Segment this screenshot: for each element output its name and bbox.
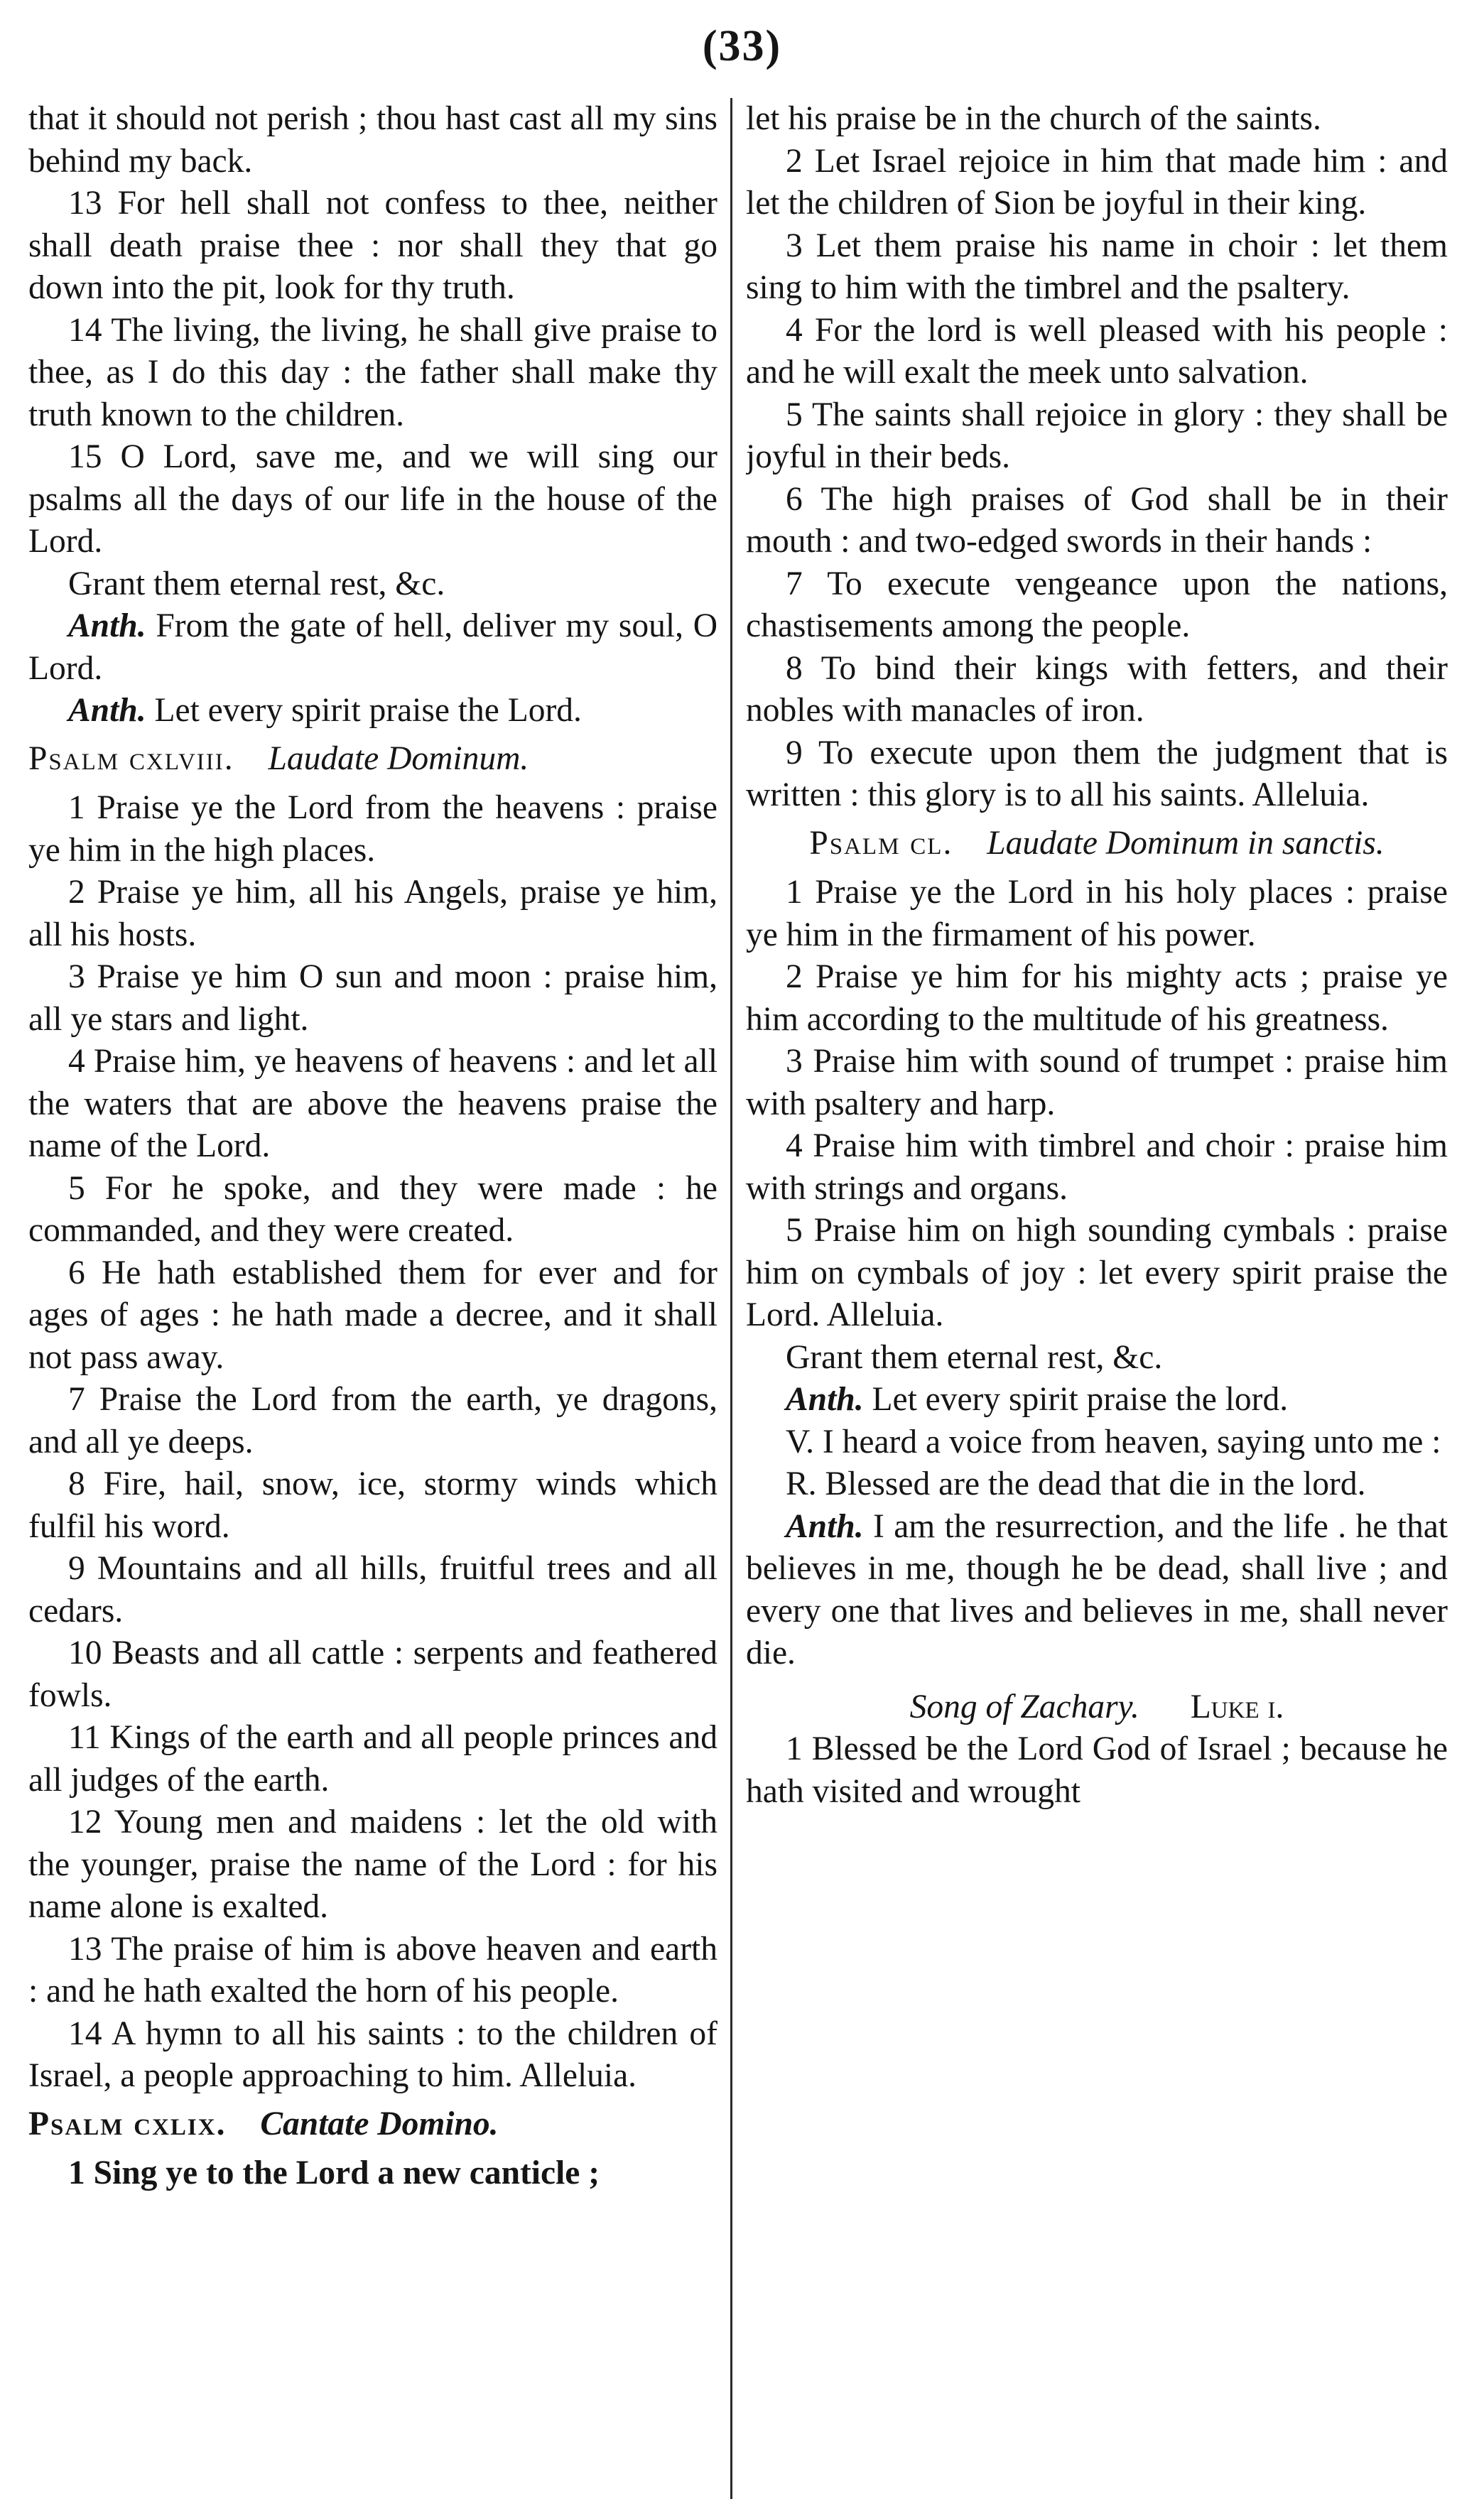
verse: [28, 436, 717, 563]
psalm-142-continuation: [28, 98, 717, 563]
verse-number: 9: [68, 1550, 85, 1587]
psalm-148-verses: [28, 787, 717, 2098]
verse-number: 5: [68, 1169, 85, 1207]
verse-text: Praise ye him for his mighty acts ; praise ye him according to the multitude of his greatness.: [746, 958, 1448, 1038]
verse: [746, 732, 1448, 817]
verse-number: 6: [786, 480, 803, 518]
verse-number: 3: [786, 227, 803, 264]
verse-number: 14: [68, 2015, 102, 2052]
psalm-number: Psalm cl.: [809, 824, 953, 862]
verse: [746, 310, 1448, 394]
antiphon-label: Anth.: [786, 1381, 864, 1418]
antiphon: [746, 1379, 1448, 1421]
verse: [28, 872, 717, 956]
verse: [746, 1728, 1448, 1813]
verse-number: 1: [68, 789, 85, 826]
antiphon-text: Let every spirit praise the Lord.: [154, 692, 582, 729]
verse-number: 15: [68, 438, 102, 475]
antiphon-text: I am the resurrection, and the life . he that believes in me, though he be dead, shall live ; and every one that lives and believes in me, shall never die.: [746, 1507, 1448, 1671]
verse: [746, 956, 1448, 1041]
antiphon-text: From the gate of hell, deliver my soul, O Lord.: [28, 607, 717, 687]
verse: [28, 1929, 717, 2013]
right-column: [746, 98, 1448, 2499]
verse-number: 5: [786, 396, 803, 433]
verse: [746, 872, 1448, 956]
verse-number: 4: [786, 311, 803, 349]
verse: [28, 1379, 717, 1463]
verse-text: To execute upon them the judgment that is written : this glory is to all his saints. Alleluia.: [746, 734, 1448, 813]
verse-text: Praise ye him O sun and moon : praise him, all ye stars and light.: [28, 958, 717, 1038]
verse-text: Kings of the earth and all people princes and all judges of the earth.: [28, 1719, 717, 1799]
song-verses: [746, 1728, 1448, 1813]
verse: [28, 1632, 717, 1717]
verse-text: To execute vengeance upon the nations, chastisements among the people.: [746, 565, 1448, 644]
verse: [28, 1252, 717, 1380]
psalm-title: Cantate Domino.: [260, 2105, 499, 2142]
grant-rest-line: Grant them eternal rest, &c.: [786, 1338, 1163, 1376]
psalm-number: Psalm cxlviii.: [28, 739, 234, 777]
verse-text: Praise him, ye heavens of heavens : and let all the waters that are above the heavens praise the name of the Lord.: [28, 1043, 717, 1164]
verse: [28, 956, 717, 1041]
antiphon-label: Anth.: [68, 607, 146, 644]
verse-number: 3: [68, 958, 85, 995]
verse-number: 2: [786, 142, 803, 180]
verse-text: Praise ye him, all his Angels, praise ye him, all his hosts.: [28, 874, 717, 953]
verse-number: 7: [786, 565, 803, 602]
antiphon-label: Anth.: [68, 692, 146, 729]
verse: [28, 2152, 717, 2195]
verse: [746, 1125, 1448, 1210]
verse-text: For he spoke, and they were made : he commanded, and they were created.: [28, 1169, 717, 1249]
verse-number: 11: [68, 1719, 101, 1756]
verse-text: Praise ye the Lord in his holy places : praise ye him in the firmament of his power.: [746, 874, 1448, 953]
verse: [28, 1041, 717, 1168]
verse-text: The saints shall rejoice in glory : they shall be joyful in their beds.: [746, 396, 1448, 475]
verse-number: 12: [68, 1804, 102, 1841]
verse: [28, 183, 717, 310]
verse-text: Let Israel rejoice in him that made him : and let the children of Sion be joyful in their king.: [746, 142, 1448, 222]
verse-text: The living, the living, he shall give praise to thee, as I do this day : the father shall make thy truth known to the children.: [28, 311, 717, 433]
verse: [746, 479, 1448, 563]
verse-text: Praise him with timbrel and choir : praise him with strings and organs.: [746, 1127, 1448, 1207]
song-heading: [746, 1686, 1448, 1729]
psalm-150-heading: [746, 823, 1448, 865]
verse-number: 4: [68, 1043, 85, 1080]
verse-text: Beasts and all cattle : serpents and feathered fowls.: [28, 1635, 717, 1714]
column-divider: [730, 98, 732, 2499]
psalm-149-continuation: let his praise be in the church of the saints.: [746, 100, 1321, 137]
verse-text: Let them praise his name in choir : let them sing to him with the timbrel and the psaltery.: [746, 227, 1448, 306]
verse: [746, 1041, 1448, 1125]
verse-number: 9: [786, 734, 803, 771]
antiphon: [28, 690, 717, 732]
song-title: Song of Zachary.: [909, 1688, 1139, 1725]
antiphon: [746, 1506, 1448, 1675]
verse-number: 13: [68, 1930, 102, 1968]
verse: [746, 563, 1448, 648]
page-number: (33): [702, 22, 782, 70]
verse-text: Sing ye to the Lord a new canticle ;: [93, 2155, 600, 2191]
verse-number: 2: [786, 958, 803, 995]
verse-number: 5: [786, 1212, 803, 1249]
verse-text: To bind their kings with fetters, and their nobles with manacles of iron.: [746, 649, 1448, 729]
verse-number: 8: [786, 649, 803, 687]
verse-text: that it should not perish ; thou hast cast all my sins behind my back.: [28, 100, 717, 180]
psalm-title: Laudate Dominum in sanctis.: [987, 824, 1385, 862]
versicle: V. I heard a voice from heaven, saying unto me :: [786, 1423, 1441, 1460]
verse: [746, 225, 1448, 310]
verse: [746, 1210, 1448, 1337]
verse: [28, 1168, 717, 1252]
verse-text: For hell shall not confess to thee, neither shall death praise thee : nor shall they that go down into the pit, look for thy truth.: [28, 185, 717, 306]
verse: [28, 1463, 717, 1548]
verse-text: For the lord is well pleased with his people : and he will exalt the meek unto salvation.: [746, 311, 1448, 391]
verse-text: Young men and maidens : let the old with the younger, praise the name of the Lord : for his name alone is exalted.: [28, 1804, 717, 1925]
song-reference: Luke i.: [1190, 1688, 1284, 1725]
verse-text: He hath established them for ever and for ages of ages : he hath made a decree, and it shall not pass away.: [28, 1254, 717, 1376]
verse-text: Fire, hail, snow, ice, stormy winds which fulfil his word.: [28, 1465, 717, 1545]
verse: [746, 394, 1448, 479]
verse-text: Blessed be the Lord God of Israel ; because he hath visited and wrought: [746, 1730, 1448, 1810]
verse-number: 1: [786, 1730, 803, 1767]
antiphon: [28, 605, 717, 690]
verse: [746, 648, 1448, 732]
verse-number: 14: [68, 311, 102, 349]
verse-number: 6: [68, 1254, 85, 1291]
verse-number: 10: [68, 1635, 102, 1671]
verse-text: The praise of him is above heaven and earth : and he hath exalted the horn of his people.: [28, 1930, 717, 2010]
verse-text: Praise him with sound of trumpet : praise him with psaltery and harp.: [746, 1043, 1448, 1122]
psalm-number: Psalm cxlix.: [28, 2105, 227, 2142]
left-column: [28, 98, 717, 2499]
psalm-150-verses: [746, 872, 1448, 1337]
psalm-148-heading: [28, 738, 717, 781]
verse-number: 13: [68, 185, 102, 222]
antiphon-label: Anth.: [786, 1507, 864, 1545]
psalm-title: Laudate Dominum.: [268, 739, 529, 777]
verse-number: 8: [68, 1465, 85, 1502]
antiphon-text: Let every spirit praise the lord.: [872, 1381, 1289, 1418]
verse-text: The high praises of God shall be in their mouth : and two-edged swords in their hands :: [746, 480, 1448, 560]
verse-number: 2: [68, 874, 85, 911]
psalm-149-verses: [746, 141, 1448, 817]
verse: [28, 1548, 717, 1632]
verse-text: Praise the Lord from the earth, ye dragons, and all ye deeps.: [28, 1381, 717, 1460]
verse: [28, 2013, 717, 2098]
verse: [28, 1801, 717, 1929]
grant-rest-line: Grant them eternal rest, &c.: [68, 565, 445, 602]
verse-number: 4: [786, 1127, 803, 1164]
verse: [28, 310, 717, 437]
response: R. Blessed are the dead that die in the lord.: [786, 1465, 1366, 1502]
verse-text: O Lord, save me, and we will sing our psalms all the days of our life in the house of the Lord.: [28, 438, 717, 560]
verse-number: 1: [68, 2155, 85, 2191]
verse: [28, 1717, 717, 1801]
verse-number: 1: [786, 874, 803, 911]
verse-text: Praise ye the Lord from the heavens : praise ye him in the high places.: [28, 789, 717, 869]
verse-text: Praise him on high sounding cymbals : praise him on cymbals of joy : let every spirit praise the Lord. Alleluia.: [746, 1212, 1448, 1333]
verse-text: Mountains and all hills, fruitful trees and all cedars.: [28, 1550, 717, 1630]
psalm-149-heading: [28, 2103, 717, 2146]
verse-text: A hymn to all his saints : to the children of Israel, a people approaching to him. Alleluia.: [28, 2015, 717, 2094]
verse-number: 7: [68, 1381, 85, 1418]
verse: [28, 787, 717, 872]
verse: [746, 141, 1448, 225]
verse: [28, 98, 717, 183]
verse-number: 3: [786, 1043, 803, 1080]
